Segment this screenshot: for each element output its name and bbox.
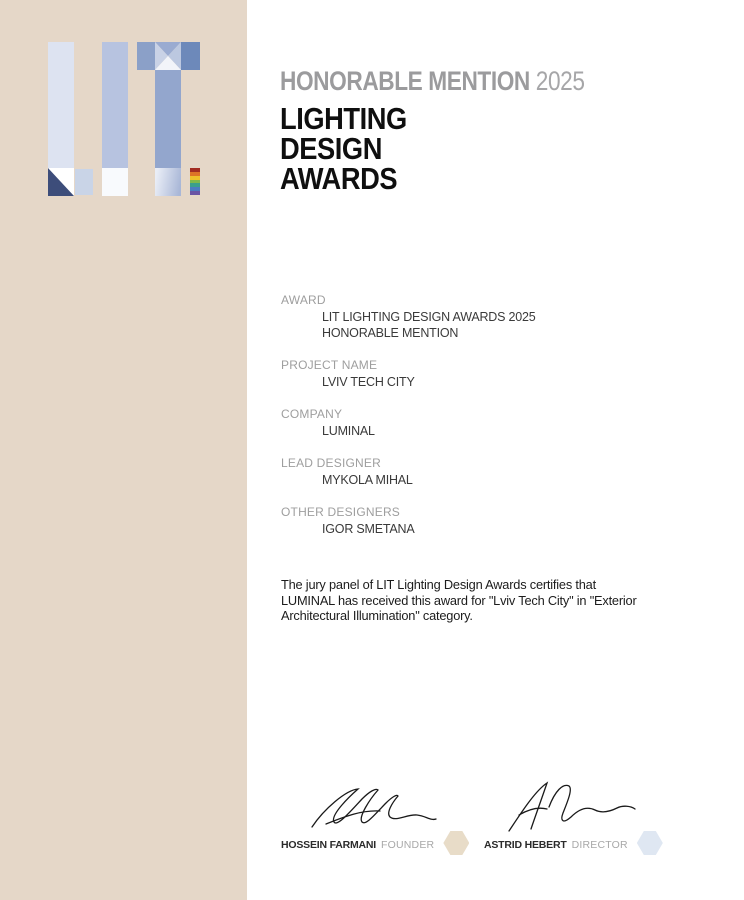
logo-letter-t-arm-right [181,42,200,70]
logo-letter-t-stem [155,70,181,168]
logo-letter-i-foot [102,168,128,196]
award-level-text: HONORABLE MENTION [280,66,530,96]
logo-letter-t-stem-fade [155,168,181,196]
logo-letter-l-bar [48,42,74,168]
lit-logo [48,42,200,196]
award-year: 2025 [535,66,585,96]
field-other-designers [281,505,536,537]
field-award [281,293,536,341]
field-value: LVIV TECH CITY [322,375,415,389]
founder-seal-icon [443,831,469,855]
field-label: LEAD DESIGNER [281,456,381,470]
certificate-title [280,101,407,196]
field-project-name [281,358,536,390]
logo-navy-triangle [48,168,74,196]
title-line: LIGHTING [280,101,407,136]
logo-letter-i-bar [102,42,128,168]
field-value: MYKOLA MIHAL [322,473,413,487]
field-value: LUMINAL [322,424,375,438]
director-signature-block [484,834,663,856]
field-label: AWARD [281,293,326,307]
field-label: OTHER DESIGNERS [281,505,401,519]
award-level-heading [280,66,585,97]
field-value: IGOR SMETANA [322,522,415,536]
statement-line: Architectural Illumination" category. [281,608,473,624]
title-line: DESIGN [280,131,382,166]
founder-role: FOUNDER [381,839,435,851]
certification-statement [281,577,637,624]
field-label: COMPANY [281,407,343,421]
logo-letter-t-arm-left [137,42,155,70]
title-line: AWARDS [280,161,398,196]
field-value: LIT LIGHTING DESIGN AWARDS 2025 [322,310,536,324]
field-value: HONORABLE MENTION [322,326,459,340]
founder-name: HOSSEIN FARMANI [281,839,377,851]
statement-line: LUMINAL has received this award for "Lviv Tech City" in "Exterior [281,592,637,608]
certificate-fields [281,293,536,554]
director-signature [505,779,640,837]
logo-letter-l-foot [48,168,74,196]
director-name: ASTRID HEBERT [484,839,567,851]
founder-signature-block [281,834,469,856]
founder-signature [308,782,438,832]
field-label: PROJECT NAME [281,358,378,372]
director-role: DIRECTOR [571,839,628,851]
field-lead-designer [281,456,536,488]
statement-line: The jury panel of LIT Lighting Design Awards certifies that [281,577,596,592]
logo-letter-t-x-square [155,42,181,70]
logo-rainbow-dot [190,168,200,195]
director-seal-icon [637,831,663,855]
logo-l-square [75,169,93,195]
rainbow-stripe [190,191,200,195]
field-company [281,407,536,439]
